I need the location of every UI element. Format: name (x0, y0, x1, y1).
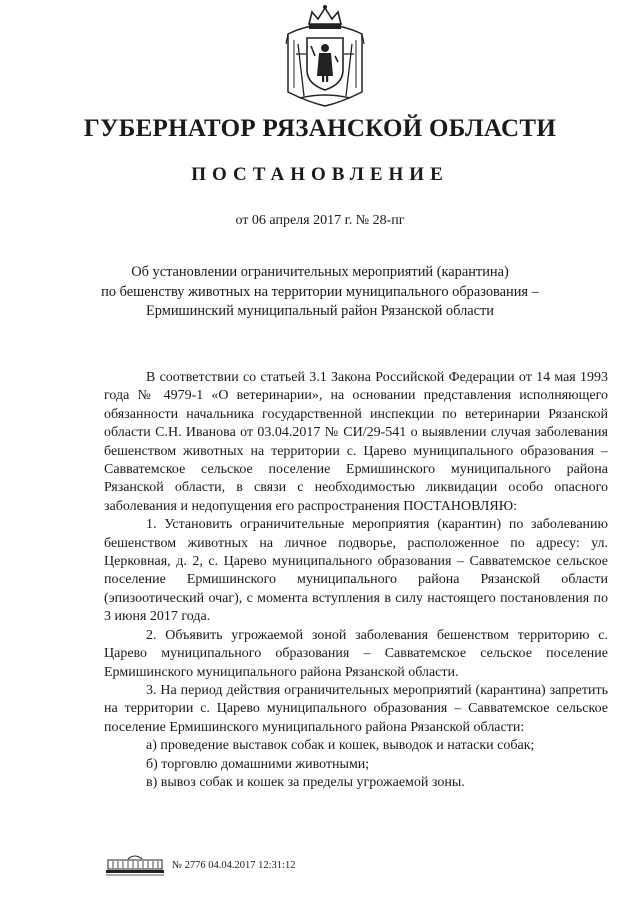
authority-title: ГУБЕРНАТОР РЯЗАНСКОЙ ОБЛАСТИ (83, 115, 557, 142)
subject-line: по бешенству животных на территории муниципального образования – (101, 283, 539, 300)
subject-line: Ермишинский муниципальный район Рязанской области (145, 303, 495, 319)
registration-number: № 2776 04.04.2017 12:31:12 (172, 860, 296, 871)
document-body (104, 369, 608, 792)
subject-line: Об установлении ограничительных мероприятий (карантина) (131, 264, 509, 280)
document-type: ПОСТАНОВЛЕНИЕ (191, 164, 449, 185)
subclause-c: в) вывоз собак и кошек за пределы угрожаемой зоны. (146, 774, 465, 790)
clause-1: 1. Установить ограничительные мероприятия (карантин) по заболеванию бешенством животных на личное подворье, расположенное по адресу: ул. Церковная, д. 2, с. Царево муниципального образования – Савватемское сельское поселение Ермишинского муниципального района Рязанской области (эпизоотический очаг), с момента вступления в силу настоящего постановления по 3 июня 2017 года. (104, 517, 608, 625)
preamble-paragraph: В соответствии со статьей 3.1 Закона Российской Федерации от 14 мая 1993 года № 4979-1 «О ветеринарии», на основании представления исполняющего обязанности начальника государственной инспекции по ветеринарии Рязанской области С.Н. Иванова от 03.04.2017 № СИ/29-541 о выявлении случая заболевания бешенством животных на территории с. Царево муниципального образования – Савватемское сельское поселение Ермишинского муниципального района Рязанской области, в связи с необходимостью ликвидации особо опасного заболевания и недопущения его распространения ПОСТАНОВЛЯЮ: (104, 370, 608, 514)
clause-2: 2. Объявить угрожаемой зоной заболевания бешенством территорию с. Царево муниципального образования – Савватемское сельское поселение Ермишинского муниципального района Рязанской области. (104, 627, 608, 680)
subclause-a: а) проведение выставок собак и кошек, выводок и натаски собак; (146, 738, 535, 754)
building-stamp-icon (104, 853, 166, 877)
subclause-b: б) торговлю домашними животными; (146, 756, 370, 772)
coat-of-arms-icon (282, 4, 368, 108)
clause-3: 3. На период действия ограничительных мероприятий (карантина) запретить на территории с. Царево муниципального образования – Савватемское сельское поселение Ермишинского муниципального района Рязанской области: (104, 682, 608, 735)
document-subject (100, 263, 540, 322)
date-number-line: от 06 апреля 2017 г. № 28-пг (235, 213, 405, 228)
